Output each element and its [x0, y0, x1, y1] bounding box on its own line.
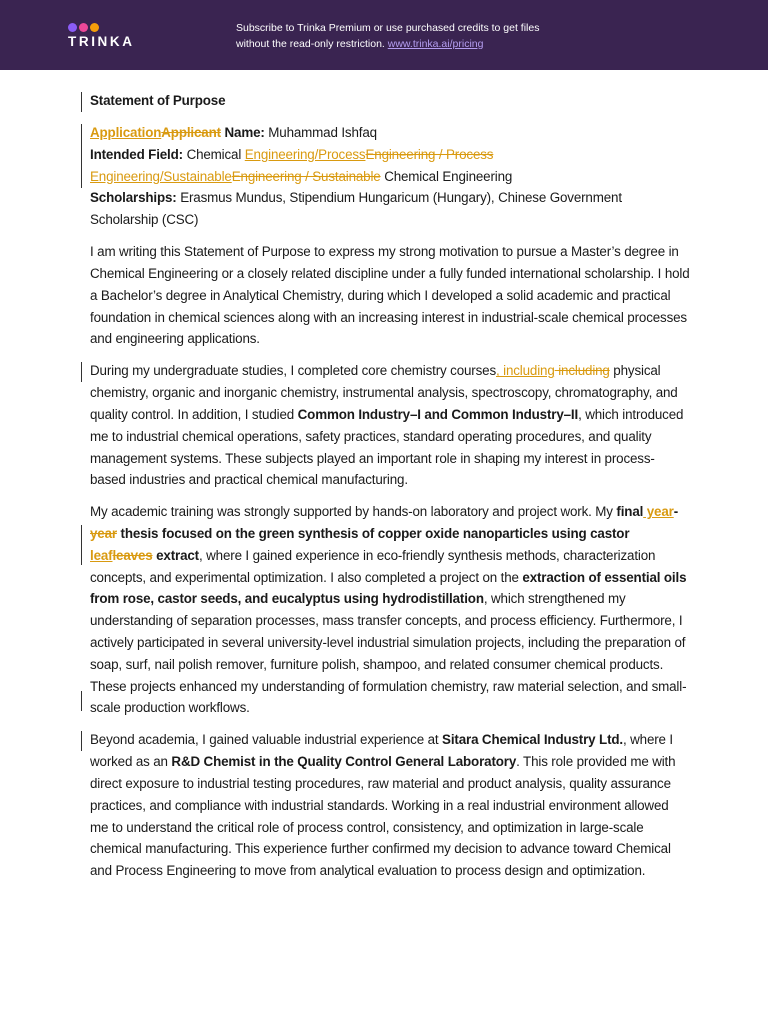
change-bar	[81, 525, 82, 565]
inserted-text[interactable]: Engineering/Process	[244, 146, 366, 162]
change-bar	[81, 92, 82, 112]
inserted-text[interactable]: , including	[496, 363, 555, 379]
document-body	[90, 90, 690, 892]
paragraph-academic-training: My academic training was strongly supported by hands-on laboratory and project work. My final year-year thesis focused on the green synthesis of copper oxide nanoparticles using castor leafleaves extract, where I gained experience in eco-friendly synthesis methods, characterization concepts, and experimental optimization. I also completed a project on the extraction of essential oils from rose, castor seeds, and eucalyptus using hydrodistillation, which strengthened my understanding of separation processes, mass transfer concepts, and process efficiency. Furthermore, I actively participated in several university-level industrial simulation projects, including the preparation of soap, surf, nail polish remover, furniture polish, shampoo, and related consumer chemical products. These projects enhanced my understanding of formulation chemistry, raw material selection, and small-scale production workflows.	[90, 501, 690, 719]
change-bar	[81, 731, 82, 751]
pricing-link[interactable]: www.trinka.ai/pricing	[387, 38, 484, 50]
deleted-text[interactable]: leaves	[112, 547, 153, 563]
name-line: ApplicationApplicant Name: Muhammad Ishfaq	[90, 124, 377, 140]
deleted-text[interactable]: Applicant	[161, 124, 221, 140]
inserted-text[interactable]: leaf	[90, 547, 113, 563]
deleted-text[interactable]: including	[554, 363, 610, 379]
intended-field-line: Intended Field: Chemical Engineering/ProcessEngineering / Process Engineering/SustainableEngineering / Sustainable Chemical Engineering	[90, 146, 513, 184]
inserted-text[interactable]: year	[643, 504, 674, 520]
banner-message-text: Subscribe to Trinka Premium or use purchased credits to get files without the read-only restriction.	[236, 22, 540, 50]
premium-banner	[0, 0, 768, 70]
paragraph-undergraduate: During my undergraduate studies, I completed core chemistry courses, including including physical chemistry, organic and inorganic chemistry, instrumental analysis, spectroscopy, chromatography, and quality control. In addition, I studied Common Industry–I and Common Industry–II, which introduced me to industrial chemical operations, safety practices, standard operating procedures, and quality management systems. These subjects played an important role in shaping my interest in process-based industries and practical chemical manufacturing.	[90, 360, 690, 491]
deleted-text[interactable]: Engineering / Process	[365, 146, 494, 162]
document-title: Statement of Purpose	[90, 90, 690, 112]
change-bar	[81, 124, 82, 188]
inserted-text[interactable]: Application	[90, 124, 162, 140]
paragraph-motivation: I am writing this Statement of Purpose to express my strong motivation to pursue a Master’s degree in Chemical Engineering or a closely related discipline under a fully funded international scholarship. I hold a Bachelor’s degree in Analytical Chemistry, during which I developed a solid academic and practical foundation in chemical sciences along with an increasing interest in industrial-scale chemical processes and engineering applications.	[90, 244, 690, 347]
logo-dots-icon	[68, 23, 108, 33]
scholarships-line: Scholarships: Erasmus Mundus, Stipendium Hungaricum (Hungary), Chinese Government Scholarship (CSC)	[90, 190, 622, 228]
header-block	[90, 122, 690, 231]
deleted-text[interactable]: year	[90, 526, 117, 542]
paragraph-industrial-experience: Beyond academia, I gained valuable industrial experience at Sitara Chemical Industry Ltd., where I worked as an R&D Chemist in the Quality Control General Laboratory. This role provided me with direct exposure to industrial testing procedures, raw material and product analysis, quality assurance practices, and compliance with industrial standards. Working in a real industrial environment allowed me to understand the critical role of process control, consistency, and optimization in large-scale chemical manufacturing. This experience further confirmed my decision to advance toward Chemical and Process Engineering to move from analytical evaluation to process design and optimization.	[90, 729, 690, 882]
change-bar	[81, 691, 82, 711]
inserted-text[interactable]: Engineering/Sustainable	[90, 168, 232, 184]
deleted-text[interactable]: Engineering / Sustainable	[231, 168, 381, 184]
banner-message	[236, 20, 566, 52]
logo-text: TRINKA	[68, 34, 135, 49]
change-bar	[81, 362, 82, 382]
